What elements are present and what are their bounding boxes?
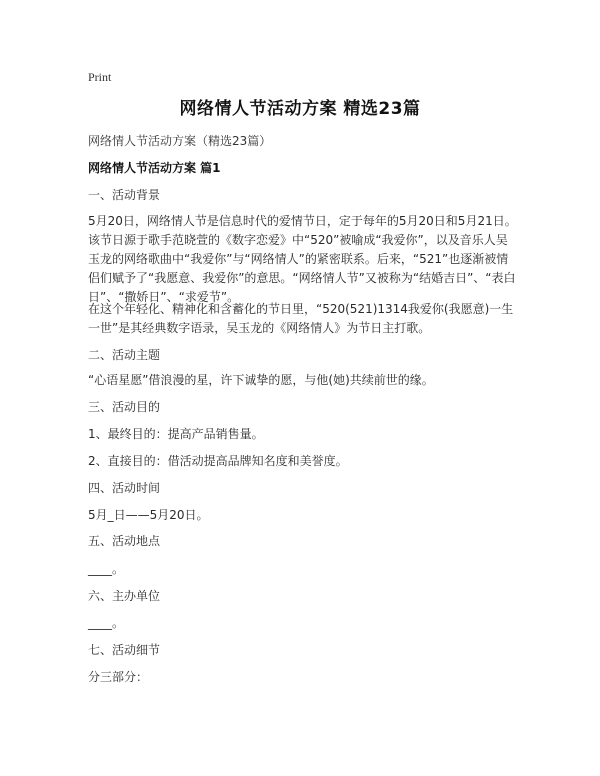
section-heading-background: 一、活动背景	[88, 188, 161, 202]
section-heading-purpose: 三、活动目的	[88, 400, 161, 414]
section-heading-time: 四、活动时间	[88, 481, 161, 495]
paragraph-purpose-direct: 2、直接目的：借活动提高品牌知名度和美誉度。	[88, 454, 348, 468]
section-heading-organizer: 六、主办单位	[88, 589, 161, 603]
paragraph-details: 分三部分：	[88, 670, 149, 684]
article-heading: 网络情人节活动方案 篇1	[88, 161, 221, 175]
paragraph-location: ____。	[88, 562, 125, 576]
paragraph-slogan: 在这个年轻化、精神化和含蓄化的节日里，“520(521)1314我爱你(我愿意)一生一世”是其经典数字语录，吴玉龙的《网络情人》为节日主打歌。	[88, 302, 514, 335]
paragraph-theme: “心语星愿”借浪漫的星，许下诚挚的愿，与他(她)共续前世的缘。	[88, 373, 434, 387]
paragraph-time: 5月_日——5月20日。	[88, 508, 209, 522]
paragraph-background: 5月20日，网络情人节是信息时代的爱情节日，定于每年的5月20日和5月21日。该节日源于歌手范晓萱的《数字恋爱》中“520”被喻成“我爱你”，以及音乐人吴玉龙的网络歌曲中“我爱你”与“网络情人”的紧密联系。后来，“521”也逐渐被情侣们赋予了“我愿意、我爱你”的意思。“网络情人节”又被称为“结婚吉日”、“表白日”、“撒娇日”、“求爱节”。	[88, 214, 517, 304]
document-title: 网络情人节活动方案 精选23篇	[179, 99, 421, 119]
section-heading-theme: 二、活动主题	[88, 348, 161, 362]
section-heading-location: 五、活动地点	[88, 534, 161, 548]
paragraph-purpose-final: 1、最终目的：提高产品销售量。	[88, 427, 264, 441]
document-subtitle: 网络情人节活动方案（精选23篇）	[88, 134, 272, 148]
paragraph-organizer: ____。	[88, 616, 125, 630]
section-heading-details: 七、活动细节	[88, 643, 161, 657]
print-link[interactable]: Print	[88, 70, 112, 84]
